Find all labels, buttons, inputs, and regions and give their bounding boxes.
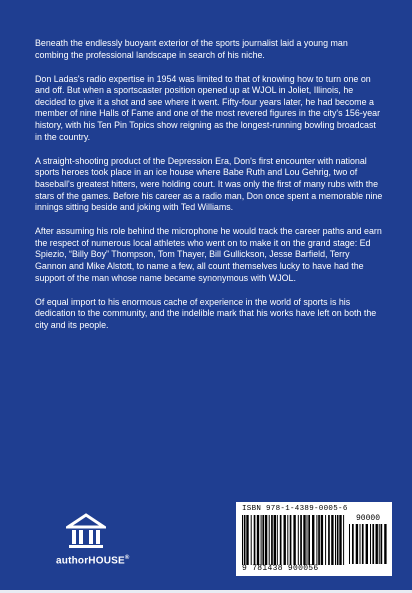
paragraph-3: A straight-shooting product of the Depression Era, Don's first encounter with national sports heroes took place in an ice house where Babe Ruth and Lou Gehrig, two of baseball's greatest hitters, were holding court. It was only the first of many rubs with the stars of the games. Before his career as a radio man, Don once spent a memorable nine innings sitting beside and joking with Ted Williams.	[35, 155, 383, 213]
publisher-wordmark: authorHOUSE	[56, 555, 125, 567]
blurb-text	[35, 38, 383, 344]
paragraph-5: Of equal import to his enormous cache of experience in the world of sports is his dedication to the community, and the indelible mark that his works have left on both the city and its people.	[35, 296, 377, 330]
publisher-name	[56, 555, 156, 566]
ean-digits: 9 781438 900056	[242, 564, 319, 573]
addon-digits: 90000	[355, 514, 380, 523]
isbn-label: ISBN 978-1-4389-0005-6	[242, 505, 348, 513]
columns-building-icon	[66, 513, 106, 549]
addon-barcode-bars	[349, 524, 387, 564]
isbn-barcode	[236, 502, 392, 576]
paragraph-2: Don Ladas's radio expertise in 1954 was limited to that of knowing how to turn one on and off. But when a sportscaster position opened up at WJOL in Joliet, Illinois, he decided to give it a shot and see where it went. Fifty-four years later, he had become a member of nine Halls of Fame and one of the most revered figures in the city's 156-year history, with his Ten Pin Topics show reigning as the longest-running bowling broadcast in the country.	[35, 73, 381, 142]
paragraph-4: After assuming his role behind the microphone he would track the career paths and earn the respect of numerous local athletes who went on to make it on the grand stage: Ed Spiezio, “Billy Boy” Thompson, Tom Thayer, Bill Gullickson, Jesse Barfield, Terry Gannon and Mike Alstott, to name a few, all count themselves lucky to have had the support of the man whose name became synonymous with WJOL.	[35, 226, 382, 283]
ean-barcode-bars	[242, 515, 346, 565]
paragraph-1: Beneath the endlessly buoyant exterior of the sports journalist laid a young man combing the professional landscape in search of his niche.	[35, 38, 348, 60]
publisher-logo	[56, 513, 130, 579]
registered-mark: ®	[124, 555, 130, 561]
